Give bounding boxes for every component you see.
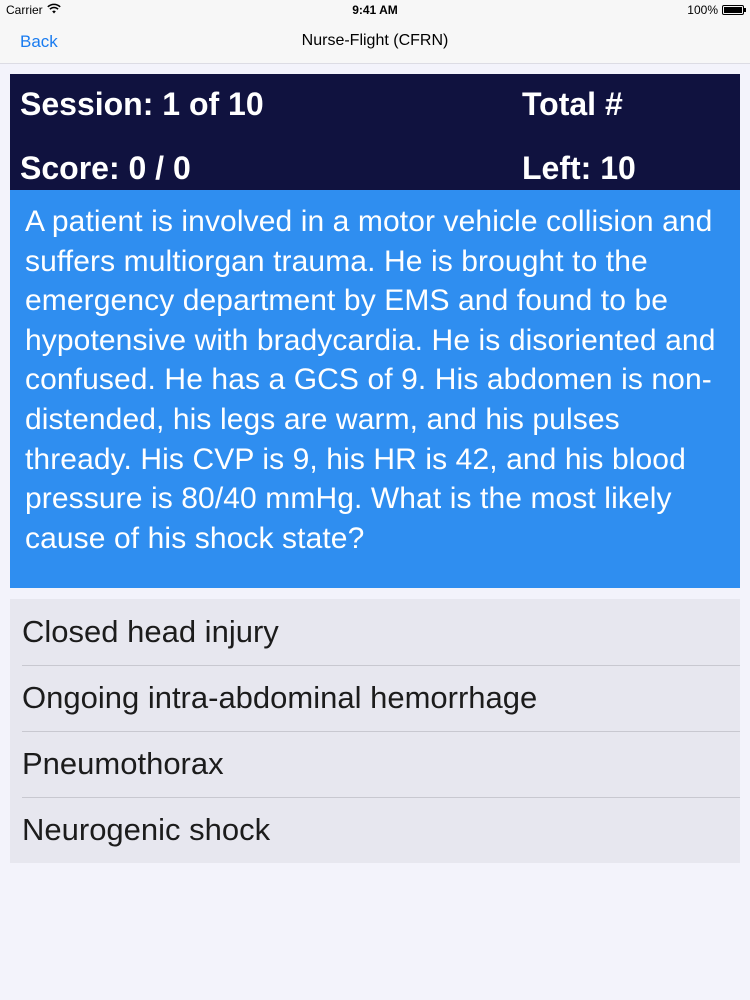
session-header	[10, 74, 740, 190]
navigation-bar	[0, 20, 750, 64]
carrier-label: Carrier	[6, 3, 43, 17]
status-right	[687, 3, 744, 17]
questions-left-label: Left: 10	[522, 150, 636, 186]
nav-title: Nurse-Flight (CFRN)	[301, 32, 449, 49]
status-time: 9:41 AM	[352, 3, 398, 17]
status-bar	[0, 0, 750, 20]
answer-option-3[interactable]: Pneumothorax	[10, 731, 740, 797]
answer-list	[10, 599, 740, 863]
answer-option-2[interactable]: Ongoing intra-abdominal hemorrhage	[10, 665, 740, 731]
session-label: Session: 1 of 10	[20, 86, 264, 122]
battery-icon	[722, 5, 744, 15]
total-label: Total #	[522, 86, 623, 122]
answer-option-4[interactable]: Neurogenic shock	[10, 797, 740, 863]
back-button[interactable]: Back	[20, 32, 58, 51]
score-label: Score: 0 / 0	[20, 150, 191, 186]
battery-percent: 100%	[687, 3, 718, 17]
question-text: A patient is involved in a motor vehicle collision and suffers multiorgan trauma. He is brought to the emergency department by EMS and found to be hypotensive with bradycardia. He is disoriented and confused. He has a GCS of 9. His abdomen is non-distended, his legs are warm, and his pulses thready. His CVP is 9, his HR is 42, and his blood pressure is 80/40 mmHg. What is the most likely cause of his shock state?	[25, 205, 716, 555]
answer-option-1[interactable]: Closed head injury	[22, 614, 279, 649]
question-box[interactable]	[10, 190, 740, 588]
